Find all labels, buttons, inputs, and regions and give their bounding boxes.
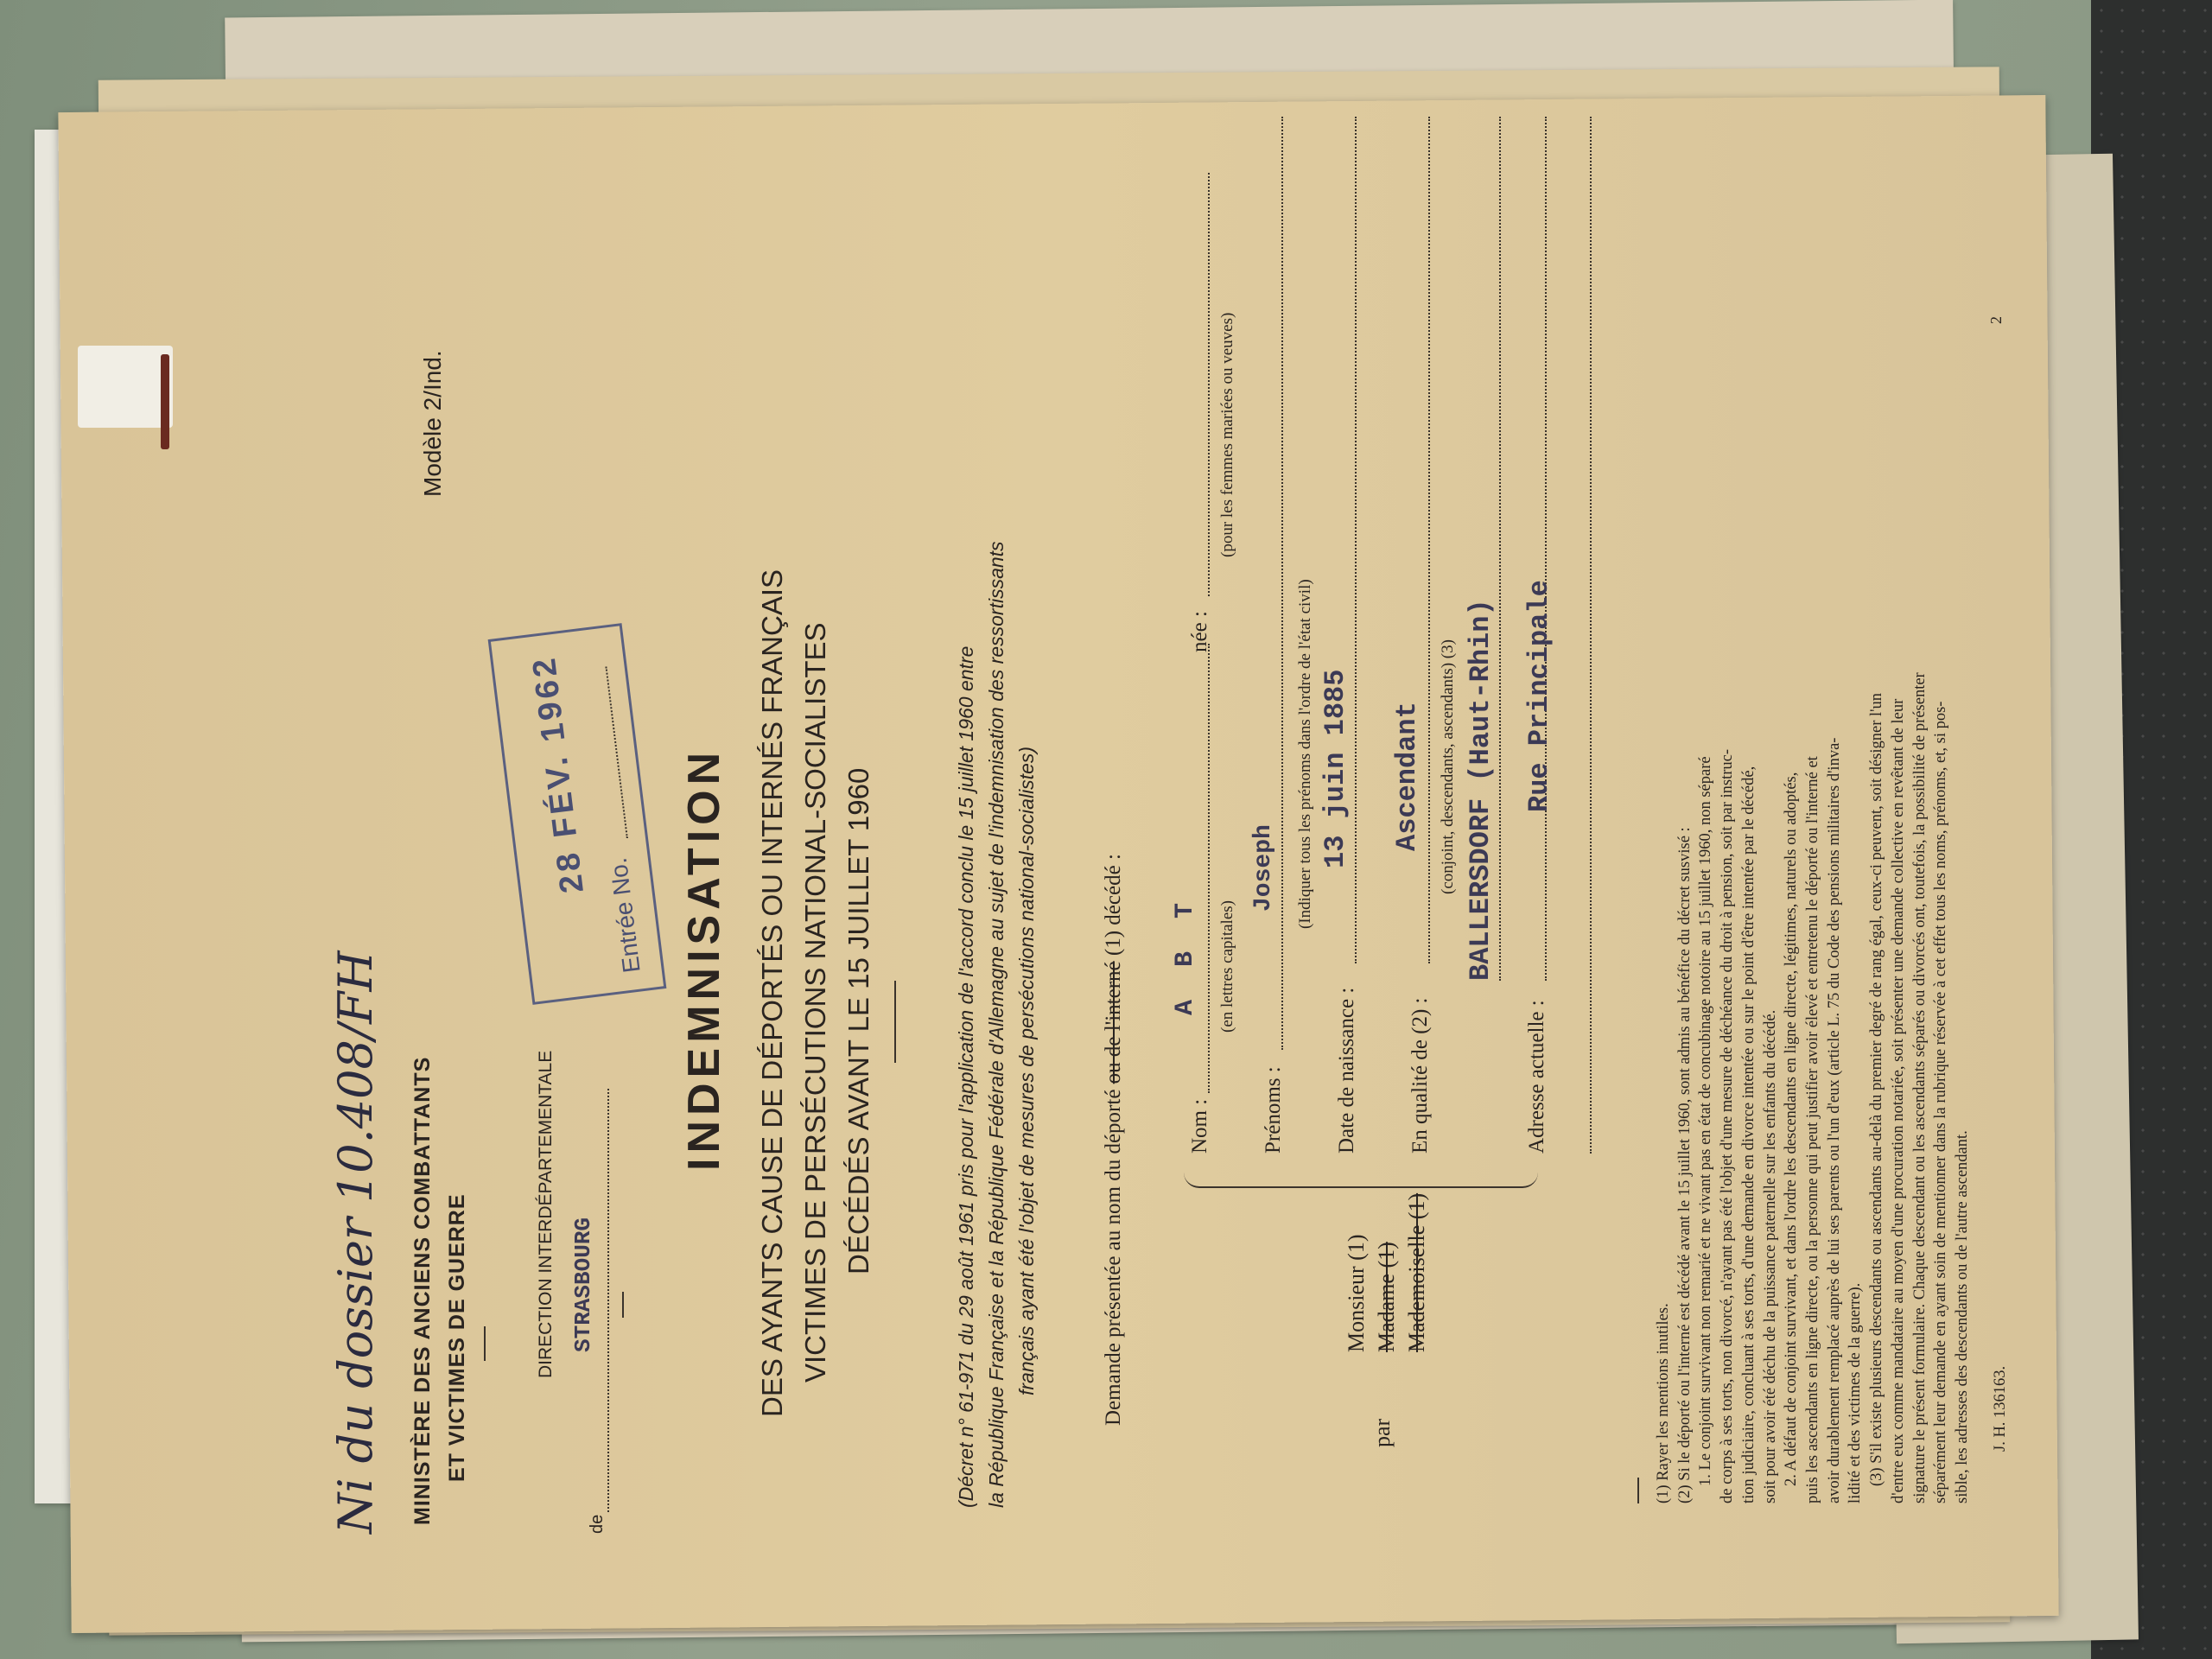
note-2-1d: soit pour avoir été déchu de la puissance paternelle sur les enfants du décédé. xyxy=(1761,1009,1779,1503)
qualite-hint: (conjoint, descendants, ascendants) (3) xyxy=(1439,639,1457,894)
note-3d: séparément leur demande en ayant soin de mentionner dans la rubrique réservée à cet effet tous les noms, prénoms, et, si pos- xyxy=(1932,701,1950,1503)
naissance-line xyxy=(1355,117,1357,963)
adresse-value1: BALLERSDORF (Haut-Rhin) xyxy=(1465,599,1497,981)
form-content xyxy=(186,117,2069,1534)
nee-hint: (pour les femmes mariées ou veuves) xyxy=(1218,312,1236,557)
form-title: INDEMNISATION xyxy=(679,747,729,1171)
nee-line xyxy=(1208,173,1210,596)
civility-monsieur: Monsieur (1) xyxy=(1344,1234,1369,1352)
direction-label: DIRECTION INTERDÉPARTEMENTALE xyxy=(536,1050,556,1378)
divider xyxy=(622,1292,624,1318)
divider xyxy=(1637,1478,1639,1503)
prenoms-line xyxy=(1281,117,1283,1050)
nom-line xyxy=(1208,644,1210,1093)
note-2-1a: 1. Le conjoint survivant non remarié et ne vivant pas en état de concubinage notoire au 15 juillet 1960, non séparé xyxy=(1697,756,1715,1486)
prenoms-value: Joseph xyxy=(1250,824,1277,912)
note-3a: (3) S'il existe plusieurs descendants ou ascendants au-delà du premier degré de rang égal, ceux-ci peuvent, soit désigner l'un xyxy=(1868,693,1886,1486)
adresse-line1 xyxy=(1499,117,1501,981)
par-label: par xyxy=(1370,1418,1395,1447)
footnotes xyxy=(1655,672,1975,1503)
printer-code: J. H. 136163. xyxy=(1992,1365,2009,1452)
note-2: (2) Si le déporté ou l'interné est décédé avant le 15 juillet 1960, sont admis au bénéfice du décret susvisé : xyxy=(1675,827,1694,1503)
naissance-label: Date de naissance : xyxy=(1335,987,1358,1154)
direction-field-line xyxy=(607,1089,609,1512)
adresse-value2: Rue Principale xyxy=(1523,580,1555,812)
prenoms-label: Prénoms : xyxy=(1262,1066,1285,1154)
nom-label: Nom : xyxy=(1188,1098,1211,1154)
request-intro xyxy=(1102,854,1126,1426)
reception-stamp xyxy=(488,623,667,1005)
handwritten-reference: Ni du dossier 10.408/FH xyxy=(328,950,383,1534)
note-2-1c: tion judiciaire, concluant à ses torts, d'une demande en divorce intentée ou sur le point d'être intentée par le décédé, xyxy=(1739,766,1758,1503)
note-2-2c: avoir durablement remplacé auprès de lui ses parents ou l'un d'eux (article L. 75 du Code des pensions militaires d'inva- xyxy=(1825,737,1843,1503)
adresse-label: Adresse actuelle : xyxy=(1525,1000,1548,1154)
qualite-line xyxy=(1428,117,1430,963)
qualite-label: En qualité de (2) : xyxy=(1408,997,1432,1154)
nee-label: née : xyxy=(1188,611,1211,652)
prenoms-hint: (Indiquer tous les prénoms dans l'ordre de l'état civil) xyxy=(1296,579,1314,929)
divider xyxy=(894,981,896,1063)
note-2-2d: lidité et des victimes de la guerre). xyxy=(1847,1282,1865,1503)
civility-madame: Madame (1) xyxy=(1374,1242,1399,1352)
request-struck-text: ou de l'interné xyxy=(1102,961,1125,1084)
decree-line2: la République Française et la République Fédérale d'Allemagne au sujet de l'indemnisation des ressortissants xyxy=(985,541,1007,1508)
note-3b: d'entre eux comme mandataire au moyen d'une procuration notariée, soit présenter une demande collective en revêtant de leur xyxy=(1889,698,1907,1503)
direction-prefix: de xyxy=(588,1514,607,1534)
civility-mademoiselle: Mademoiselle (1) xyxy=(1404,1192,1429,1352)
request-end-text: (1) décédé : xyxy=(1102,854,1125,957)
qualite-value: Ascendant xyxy=(1391,702,1423,851)
nom-value: A B T xyxy=(1171,893,1200,1015)
naissance-value: 13 juin 1885 xyxy=(1319,669,1351,868)
note-2-1b: de corps à ses torts, non divorcé, n'ayant pas été l'objet d'une mesure de déchéance du droit à pension, soit par instruc- xyxy=(1719,748,1737,1503)
direction-value: STRASBOURG xyxy=(570,1217,596,1352)
ministry-line1: MINISTÈRE DES ANCIENS COMBATTANTS xyxy=(410,1056,435,1525)
model-label: Modèle 2/Ind. xyxy=(419,350,446,497)
request-intro-text: Demande présentée au nom du déporté xyxy=(1102,1089,1125,1426)
page-number: 2 xyxy=(1987,316,2005,324)
subtitle-line3: DÉCÉDÉS AVANT LE 15 JUILLET 1960 xyxy=(842,767,874,1274)
tape-tab xyxy=(78,346,173,428)
brace xyxy=(1184,1164,1538,1188)
subtitle-line2: VICTIMES DE PERSÉCUTIONS NATIONAL-SOCIALISTES xyxy=(799,622,831,1382)
note-2-2a: 2. A défaut de conjoint survivant, et dans l'ordre les descendants en ligne directe, légitimes, naturels ou adoptés, xyxy=(1783,772,1801,1486)
note-1: (1) Rayer les mentions inutiles. xyxy=(1655,1303,1672,1503)
stamp-date: 28 FÉV. 1962 xyxy=(525,652,591,895)
adresse-line3 xyxy=(1590,117,1592,1154)
note-3e: sible, les adresses des descendants ou de l'autre ascendant. xyxy=(1954,1130,1972,1503)
stamp-entry-line xyxy=(605,667,627,839)
ministry-line2: ET VICTIMES DE GUERRE xyxy=(445,1193,469,1482)
divider xyxy=(484,1326,486,1361)
note-3c: signature le présent formulaire. Chaque descendant ou les ascendants séparés ou divorcés ont, toutefois, la possibilité de présenter xyxy=(1910,672,1929,1503)
subtitle-line1: DES AYANTS CAUSE DE DÉPORTÉS OU INTERNÉS FRANÇAIS xyxy=(756,569,788,1417)
note-2-2b: puis les ascendants en ligne directe, ou la personne qui peut justifier avoir élevé et entretenu le déporté ou l'interné et xyxy=(1804,756,1822,1503)
fastener-clip xyxy=(161,354,169,449)
decree-line1: (Décret n° 61-971 du 29 août 1961 pris pour l'application de l'accord conclu le 15 juillet 1960 entre xyxy=(955,645,977,1508)
stamp-entry-label: Entrée No. xyxy=(604,855,645,975)
nom-hint: (en lettres capitales) xyxy=(1218,900,1236,1033)
decree-line3: français ayant été l'objet de mesures de persécutions national-socialistes) xyxy=(1015,746,1038,1395)
adresse-line2 xyxy=(1545,117,1547,981)
